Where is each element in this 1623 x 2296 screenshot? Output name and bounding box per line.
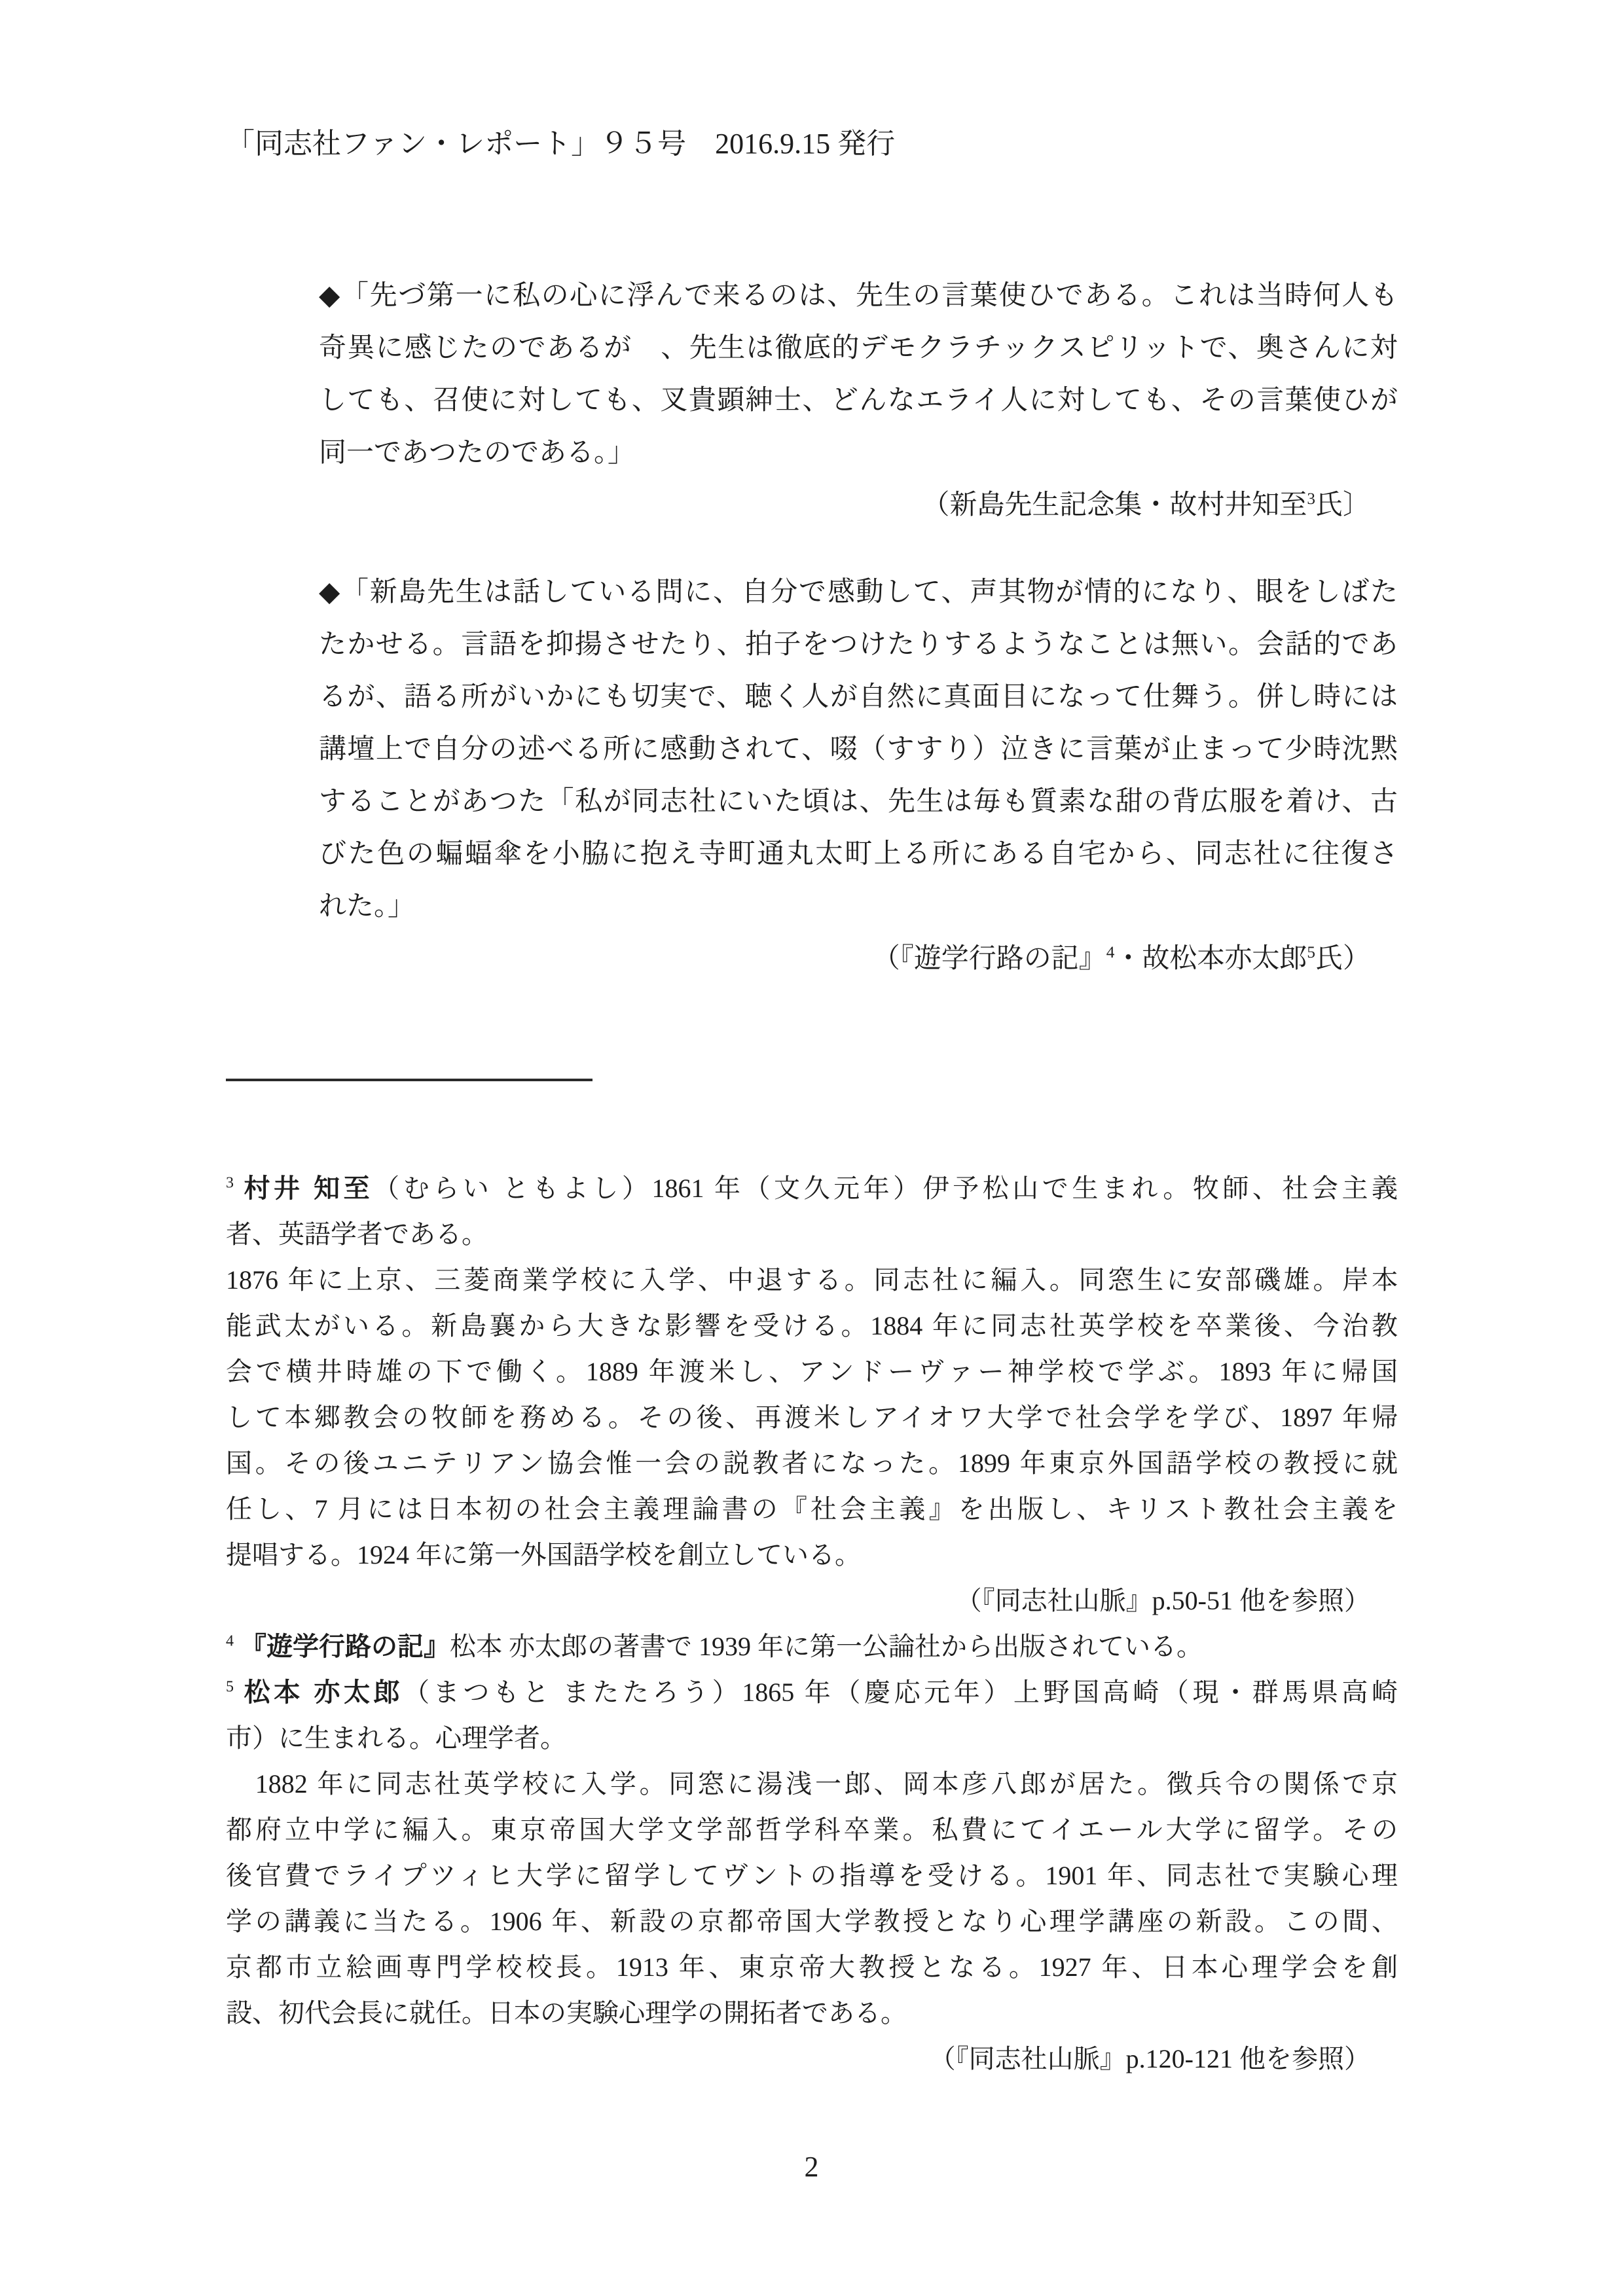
text-segment: 提唱する。1924 年に第一外国語学校を創立している。 (226, 1540, 861, 1570)
footnote-ref: 4 (1106, 944, 1115, 961)
text-segment: 『遊学行路の記』 (240, 1632, 450, 1661)
text-segment: （『同志社山脈』p.120-121 他を参照） (929, 2044, 1370, 2073)
text-line (319, 374, 1398, 427)
text-segment: ◆「先づ第一に私の心に浮んで来るのは、先生の言葉使ひである。これは当時何人も (319, 281, 1398, 311)
quote-block-1 (319, 270, 1398, 531)
footnote-4 (226, 1624, 1398, 1670)
text-line (226, 1486, 1398, 1532)
text-segment: （まつもと またたろう）1865 年（慶応元年）上野国高崎（現・群馬県高崎 (403, 1677, 1398, 1707)
text-segment: ・故松本亦太郎 (1114, 944, 1307, 974)
text-segment: （むらい ともよし）1861 年（文久元年）伊予松山で生まれ。牧師、社会主義 (373, 1174, 1398, 1203)
text-segment: 松本 亦太郎の著書で 1939 年に第一公論社から出版されている。 (450, 1632, 1203, 1661)
text-line (319, 619, 1398, 671)
text-segment: 設、初代会長に就任。日本の実験心理学の開拓者である。 (226, 1998, 907, 2028)
footnote-ref: 5 (226, 1678, 234, 1696)
text-line (319, 322, 1398, 374)
text-line (226, 1990, 1398, 2036)
footnote-3 (226, 1166, 1398, 1624)
text-segment: 者、英語学者である。 (226, 1219, 488, 1249)
footnote-ref: 3 (226, 1174, 234, 1192)
text-segment (234, 1174, 244, 1203)
text-line (319, 933, 1398, 985)
text-line (319, 427, 1398, 479)
text-line (319, 566, 1398, 619)
footnote-ref: 3 (1307, 490, 1315, 508)
text-line (226, 1441, 1398, 1486)
text-segment: 氏） (1315, 944, 1370, 974)
text-segment: 都府立中学に編入。東京帝国大学文学部哲学科卒業。私費にてイエール大学に留学。その (226, 1815, 1398, 1844)
text-line (226, 1303, 1398, 1349)
text-line (319, 671, 1398, 723)
text-line (226, 1395, 1398, 1441)
text-line (226, 1166, 1398, 1211)
text-segment: 講壇上で自分の述べる所に感動されて、啜（すすり）泣きに言葉が止まって少時沈黙 (319, 734, 1398, 764)
page-number: 2 (804, 2151, 819, 2183)
text-segment: 氏〕 (1315, 490, 1370, 520)
footnote-separator-line (226, 1079, 593, 1081)
text-segment: れた。」 (319, 891, 416, 922)
text-segment: 1876 年に上京、三菱商業学校に入学、中退する。同志社に編入。同窓生に安部磯雄。岸本 (226, 1265, 1398, 1295)
text-segment: 後官費でライプツィヒ大学に留学してヴントの指導を受ける。1901 年、同志社で実験心理 (226, 1861, 1398, 1890)
text-line (319, 776, 1398, 828)
text-segment: 同一であつたのである。」 (319, 438, 636, 468)
text-line (226, 1715, 1398, 1761)
text-line (226, 1761, 1398, 1807)
text-segment: ◆「新島先生は話している問に、自分で感動して、声其物が情的になり、眼をしばた (319, 577, 1398, 607)
text-segment: 奇異に感じたのであるが 、先生は徹底的デモクラチックスピリットで、奥さんに対 (319, 333, 1398, 363)
text-line (226, 1349, 1398, 1395)
footnote-ref: 5 (1307, 944, 1315, 961)
text-line (226, 1624, 1398, 1670)
text-segment: 京都市立絵画専門学校校長。1913 年、東京帝大教授となる。1927 年、日本心理学会を創 (226, 1952, 1398, 1982)
text-line (319, 479, 1398, 531)
text-line (226, 1578, 1398, 1624)
text-segment: 1882 年に同志社英学校に入学。同窓に湯浅一郎、岡本彦八郎が居た。徴兵令の関係で京 (226, 1769, 1398, 1799)
text-line (319, 723, 1398, 776)
quote-block-2 (319, 566, 1398, 985)
text-segment: 村井 知至 (244, 1174, 374, 1203)
footnote-5 (226, 1670, 1398, 2082)
text-segment: 国。その後ユニテリアン協会惟一会の説教者になった。1899 年東京外国語学校の教授に就 (226, 1448, 1398, 1478)
text-line (319, 828, 1398, 880)
text-segment: （『遊学行路の記』 (872, 944, 1106, 974)
text-segment: 会で横井時雄の下で働く。1889 年渡米し、アンドーヴァー神学校で学ぶ。1893 年に帰国 (226, 1357, 1398, 1386)
text-segment: 能武太がいる。新島襄から大きな影響を受ける。1884 年に同志社英学校を卒業後、今治教 (226, 1311, 1398, 1340)
text-segment (234, 1632, 240, 1661)
text-segment: （『同志社山脈』p.50-51 他を参照） (955, 1586, 1370, 1615)
text-line (226, 1532, 1398, 1578)
text-line (319, 270, 1398, 322)
text-segment: 松本 亦太郎 (244, 1677, 404, 1707)
text-segment: びた色の蝙蝠傘を小脇に抱え寺町通丸太町上る所にある自宅から、同志社に往復さ (319, 839, 1398, 869)
text-line (226, 2036, 1398, 2082)
text-segment: することがあつた「私が同志社にいた頃は、先生は毎も質素な甜の背広服を着け、古 (319, 787, 1398, 817)
text-segment: 市）に生まれる。心理学者。 (226, 1723, 566, 1753)
text-segment: （新島先生記念集・故村井知至 (922, 490, 1307, 520)
text-segment (234, 1677, 244, 1707)
footnote-ref: 4 (226, 1632, 234, 1650)
text-line (226, 1211, 1398, 1257)
text-line (226, 1807, 1398, 1853)
text-line (226, 1899, 1398, 1945)
text-segment: して本郷教会の牧師を務める。その後、再渡米しアイオワ大学で社会学を学び、1897 年帰 (226, 1403, 1398, 1432)
footnotes-section (226, 1166, 1398, 2082)
text-segment: 任し、7 月には日本初の社会主義理論書の『社会主義』を出版し、キリスト教社会主義を (226, 1494, 1398, 1524)
text-line (319, 880, 1398, 933)
text-line (226, 1257, 1398, 1303)
report-header: 「同志社ファン・レポート」９５号 2016.9.15 発行 (226, 128, 896, 160)
text-segment: 学の講義に当たる。1906 年、新設の京都帝国大学教授となり心理学講座の新設。この間、 (226, 1907, 1398, 1936)
text-line (226, 1853, 1398, 1899)
text-line (226, 1670, 1398, 1715)
text-line (226, 1945, 1398, 1990)
text-segment: しても、召使に対しても、叉貴顕紳士、どんなエライ人に対しても、その言葉使ひが (319, 386, 1398, 416)
text-segment: たかせる。言語を抑揚させたり、拍子をつけたりするようなことは無い。会話的であ (319, 630, 1398, 660)
text-segment: るが、語る所がいかにも切実で、聴く人が自然に真面目になって仕舞う。併し時には (319, 682, 1398, 712)
